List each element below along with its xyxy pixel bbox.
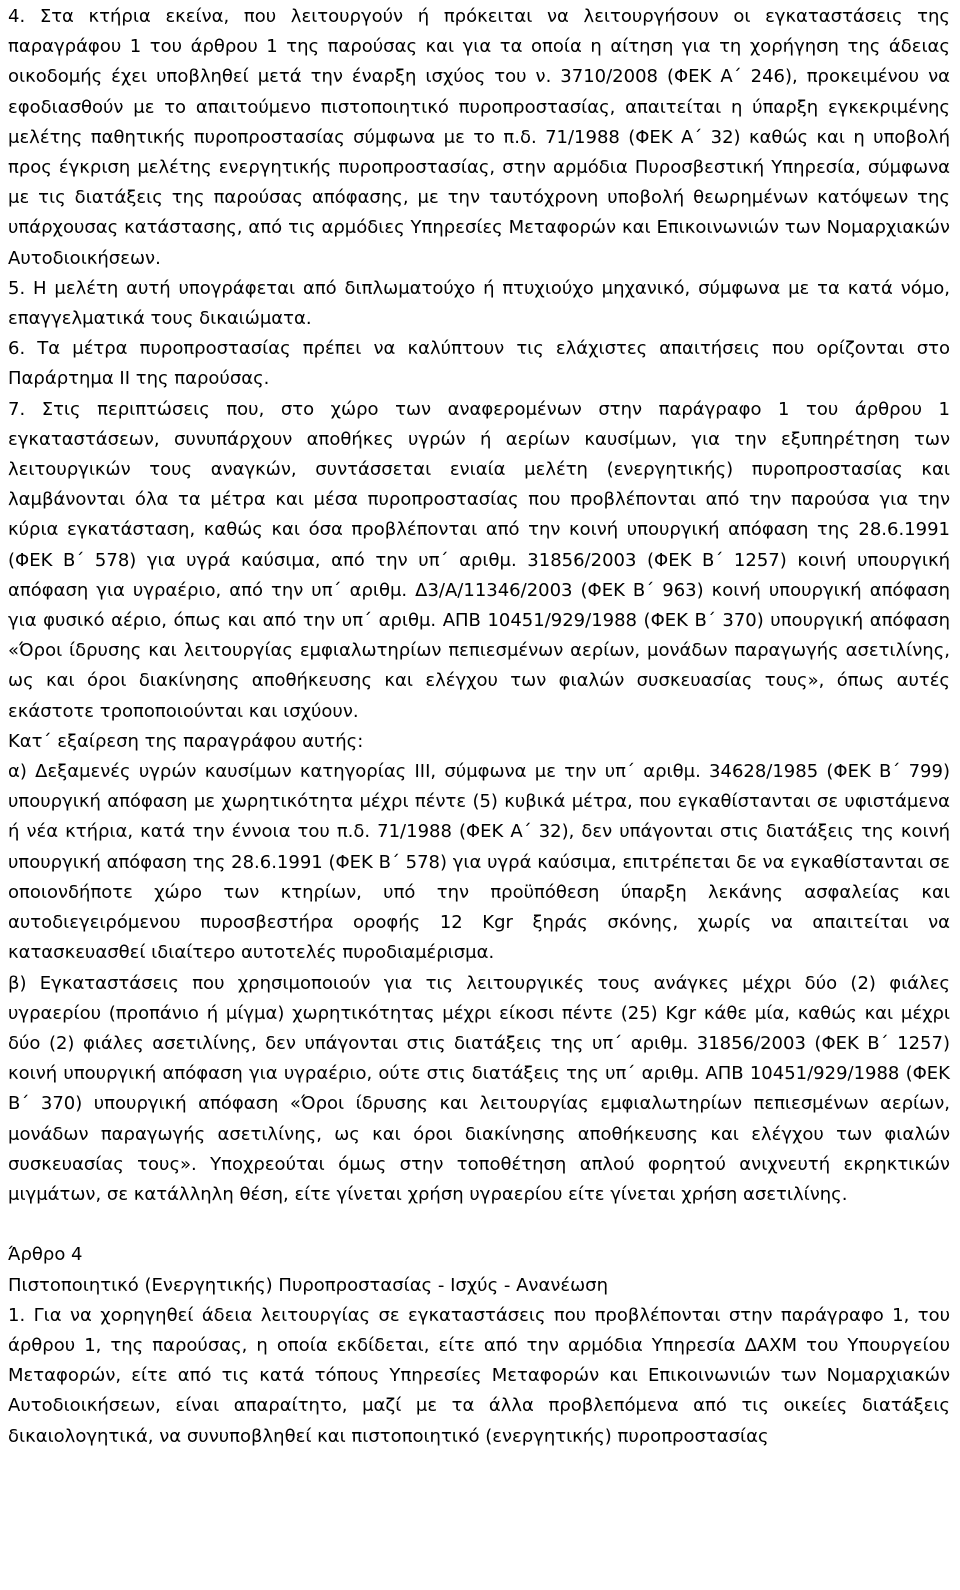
blank-line bbox=[8, 1210, 950, 1240]
article-paragraph-1: 1. Για να χορηγηθεί άδεια λειτουργίας σε εγκαταστάσεις που προβλέπονται στην παράγραφο 1, του άρθρου 1, της παρούσας, η οποία εκδίδεται, είτε από την αρμόδια Υπηρεσία ΔΑΧΜ του Υπουργείου Μεταφορών, είτε από τις κατά τόπους Υπηρεσίες Μεταφορών και Επικοινωνιών των Νομαρχιακών Αυτοδιοικήσεων, είναι απαραίτητο, μαζί με τα άλλα προβλεπόμενα από τις οικείες διατάξεις δικαιολογητικά, να συνυποβληθεί και πιστοποιητικό (ενεργητικής) πυροπροστασίας bbox=[8, 1304, 950, 1447]
paragraph-6: 6. Τα μέτρα πυροπροστασίας πρέπει να καλύπτουν τις ελάχιστες απαιτήσεις που ορίζονται στο Παράρτημα ΙΙ της παρούσας. bbox=[8, 338, 950, 390]
paragraph-5: 5. Η μελέτη αυτή υπογράφεται από διπλωματούχο ή πτυχιούχο μηχανικό, σύμφωνα με τα κατά νόμο, επαγγελματικά τους δικαιώματα. bbox=[8, 277, 950, 330]
paragraph-4: 4. Στα κτήρια εκείνα, που λειτουργούν ή πρόκειται να λειτουργήσουν οι εγκαταστάσεις της παραγράφου 1 του άρθρου 1 της παρούσας και για τα οποία η αίτηση για τη χορήγηση της άδειας οικοδομής έχει υποβληθεί μετά την έναρξη ισχύος του ν. 3710/2008 (ΦΕΚ Α΄ 246), προκειμένου να εφοδιασθούν με το απαιτούμενο πιστοποιητικό πυροπροστασίας, απαιτείται η ύπαρξη εγκεκριμένης μελέτης παθητικής πυροπροστασίας σύμφωνα με το π.δ. 71/1988 (ΦΕΚ Α΄ 32) καθώς και η υποβολή προς έγκριση μελέτης ενεργητικής πυροπροστασίας, στην αρμόδια Πυροσβεστική Υπηρεσία, σύμφωνα με τις διατάξεις της παρούσας απόφασης, με την ταυτόχρονη υποβολή θεωρημένων κατόψεων της υπάρχουσας κατάστασης, από τις αρμόδιες Υπηρεσίες Μεταφορών και Επικοινωνιών των Νομαρχιακών Αυτοδιοικήσεων. bbox=[8, 6, 950, 269]
exception-a: α) Δεξαμενές υγρών καυσίμων κατηγορίας ΙΙΙ, σύμφωνα με την υπ΄ αριθμ. 34628/1985 (ΦΕΚ Β΄ 799) υπουργική απόφαση με χωρητικότητα μέχρι πέντε (5) κυβικά μέτρα, που εγκαθίστανται σε υφιστάμενα ή νέα κτήρια, κατά την έννοια του π.δ. 71/1988 (ΦΕΚ Α΄ 32), δεν υπάγονται στις διατάξεις της κοινή υπουργική απόφαση της 28.6.1991 (ΦΕΚ Β΄ 578) για υγρά καύσιμα, επιτρέπεται δε να εγκαθίστανται σε οποιονδήποτε χώρο των κτηρίων, υπό την προϋπόθεση ύπαρξη λεκάνης ασφαλείας και αυτοδιεγειρόμενου πυροσβεστήρα οροφής 12 Kgr ξηράς σκόνης, χωρίς να απαιτείται να κατασκευασθεί ιδιαίτερο αυτοτελές πυροδιαμέρισμα. bbox=[8, 761, 950, 964]
paragraph-7: 7. Στις περιπτώσεις που, στο χώρο των αναφερομένων στην παράγραφο 1 του άρθρου 1 εγκαταστάσεων, συνυπάρχουν αποθήκες υγρών ή αερίων καυσίμων, για την εξυπηρέτηση των λειτουργικών τους αναγκών, συντάσσεται ενιαία μελέτη (ενεργητικής) πυροπροστασίας και λαμβάνονται όλα τα μέτρα και μέσα πυροπροστασίας που προβλέπονται από την παρούσα για την κύρια εγκατάσταση, καθώς και όσα προβλέπονται από την κοινή υπουργική απόφαση της 28.6.1991 (ΦΕΚ Β΄ 578) για υγρά καύσιμα, από την υπ΄ αριθμ. 31856/2003 (ΦΕΚ Β΄ 1257) κοινή υπουργική απόφαση για υγραέριο, από την υπ΄ αριθμ. Δ3/Α/11346/2003 (ΦΕΚ Β΄ 963) κοινή υπουργική απόφαση για φυσικό αέριο, όπως και από την υπ΄ αριθμ. ΑΠΒ 10451/929/1988 (ΦΕΚ Β΄ 370) υπουργική απόφαση «Όροι ίδρυσης και λειτουργίας εμφιαλωτηρίων πεπιεσμένων αερίων, μονάδων παραγωγής ασετιλίνης, ως και όροι διακίνησης αποθήκευσης και ελέγχου των φιαλών συσκευασίας τους», όπως αυτές εκάστοτε τροποποιούνται και ισχύουν. bbox=[8, 398, 950, 722]
article-title: Πιστοποιητικό (Ενεργητικής) Πυροπροστασίας - Ισχύς - Ανανέωση bbox=[8, 1274, 609, 1296]
exception-b: β) Εγκαταστάσεις που χρησιμοποιούν για τις λειτουργικές τους ανάγκες μέχρι δύο (2) φιάλες υγραερίου (προπάνιο ή μίγμα) χωρητικότητας μέχρι είκοσι πέντε (25) Kgr κάθε μία, καθώς και μέχρι δύο (2) φιάλες ασετιλίνης, δεν υπάγονται στις διατάξεις της υπ΄ αριθμ. 31856/2003 (ΦΕΚ Β΄ 1257) κοινή υπουργική απόφαση για υγραέριο, ούτε στις διατάξεις της υπ΄ αριθμ. ΑΠΒ 10451/929/1988 (ΦΕΚ Β΄ 370) υπουργική απόφαση «Όροι ίδρυσης και λειτουργίας εμφιαλωτηρίων πεπιεσμένων αερίων, μονάδων παραγωγής ασετιλίνης, ως και όροι διακίνησης αποθήκευσης και ελέγχου των φιαλών συσκευασίας τους». Υποχρεούται όμως στην τοποθέτηση απλού φορητού ανιχνευτή εκρηκτικών μιγμάτων, σε κατάλληλη θέση, είτε γίνεται χρήση υγραερίου είτε γίνεται χρήση ασετιλίνης. bbox=[8, 972, 950, 1205]
exception-intro: Κατ΄ εξαίρεση της παραγράφου αυτής: bbox=[8, 730, 364, 752]
article-heading: Άρθρο 4 bbox=[8, 1244, 83, 1266]
